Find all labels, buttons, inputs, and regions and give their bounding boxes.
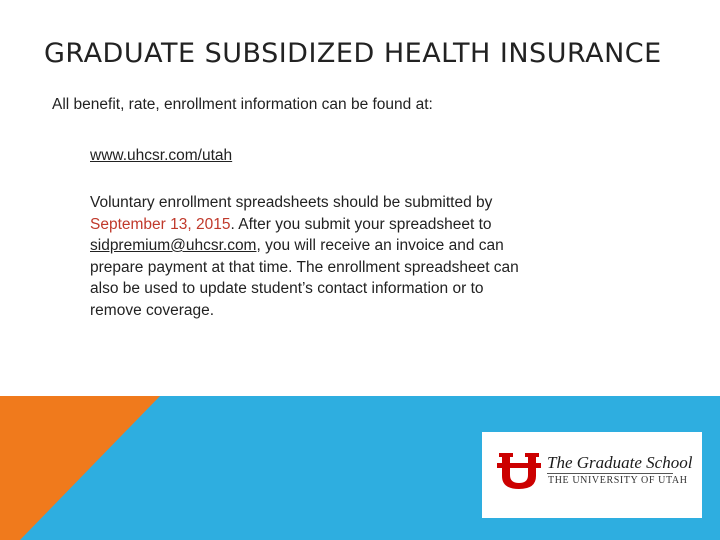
paragraph-line-3-rest: , you will receive an invoice and can [256, 237, 504, 254]
logo-name: The Graduate School [547, 453, 693, 472]
intro-text: All benefit, rate, enrollment information can be found at: [52, 96, 433, 113]
graduate-school-logo [497, 451, 693, 493]
logo-divider [547, 473, 673, 474]
uhcsr-link[interactable]: www.uhcsr.com/utah [90, 147, 233, 164]
paragraph-line-2-rest: . After you submit your spreadsheet to [230, 215, 492, 233]
slide-title: GRADUATE SUBSIDIZED HEALTH INSURANCE [44, 38, 662, 69]
enrollment-paragraph [90, 192, 580, 321]
paragraph-line-1: Voluntary enrollment spreadsheets should be submitted by [90, 194, 493, 211]
paragraph-line-4: prepare payment at that time. The enrollment spreadsheet can [90, 258, 519, 276]
email-link[interactable]: sidpremium@uhcsr.com [90, 237, 257, 254]
paragraph-line-3 [90, 235, 580, 257]
deadline-date: September 13, 2015 [90, 215, 231, 233]
block-u-icon [497, 451, 541, 491]
paragraph-line-2 [90, 214, 580, 236]
paragraph-line-6: remove coverage. [90, 301, 215, 319]
logo-subtitle: THE UNIVERSITY OF UTAH [548, 475, 688, 486]
paragraph-line-5: also be used to update student’s contact information or to [90, 280, 484, 297]
